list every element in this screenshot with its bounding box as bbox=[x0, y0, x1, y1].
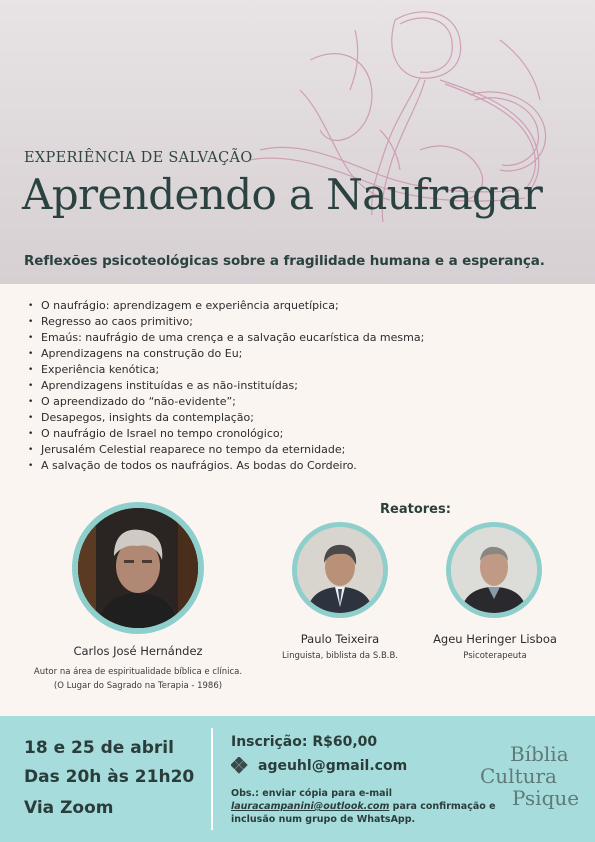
list-item: • O apreendizado do “não-evidente”; bbox=[28, 394, 568, 410]
diamond-icon bbox=[231, 757, 249, 775]
hero-banner bbox=[0, 0, 595, 284]
list-item: • Emaús: naufrágio de uma crença e a salvação eucarística da mesma; bbox=[28, 330, 568, 346]
event-place: Via Zoom bbox=[24, 798, 114, 818]
obs-prefix: Obs.: enviar cópia para e-mail bbox=[231, 788, 393, 799]
person-illustration bbox=[451, 527, 537, 613]
avatar-reactor-2 bbox=[446, 522, 542, 618]
avatar-main-speaker bbox=[72, 502, 204, 634]
topic-list bbox=[28, 298, 568, 474]
list-item: • Aprendizagens instituídas e as não-instituídas; bbox=[28, 378, 568, 394]
list-item: • Jerusalém Celestial reaparece no tempo da eternidade; bbox=[28, 442, 568, 458]
page-title: Aprendendo a Naufragar bbox=[22, 170, 543, 219]
main-speaker-book: (O Lugar do Sagrado na Terapia - 1986) bbox=[53, 681, 223, 691]
main-speaker-role: Autor na área de espiritualidade bíblica e clínica. bbox=[33, 667, 243, 677]
subtitle: Reflexões psicoteológicas sobre a fragilidade humana e a esperança. bbox=[24, 253, 545, 269]
registration-fee: Inscrição: R$60,00 bbox=[231, 734, 378, 750]
person-illustration bbox=[78, 508, 198, 628]
reactor-2-name: Ageu Heringer Lisboa bbox=[433, 632, 557, 646]
list-item: • O naufrágio de Israel no tempo cronológico; bbox=[28, 426, 568, 442]
list-item: • Desapegos, insights da contemplação; bbox=[28, 410, 568, 426]
event-dates: 18 e 25 de abril bbox=[24, 738, 174, 758]
logo-line-3: Psique bbox=[512, 786, 580, 810]
avatar-reactor-1 bbox=[292, 522, 388, 618]
portrait-photo bbox=[78, 508, 198, 628]
reactors-heading: Reatores: bbox=[380, 502, 451, 517]
reactor-2-role: Psicoterapeuta bbox=[463, 651, 527, 661]
sketch-illustration bbox=[0, 0, 595, 284]
list-item: • O naufrágio: aprendizagem e experiência arquetípica; bbox=[28, 298, 568, 314]
footer-divider bbox=[211, 728, 213, 830]
list-item: • Regresso ao caos primitivo; bbox=[28, 314, 568, 330]
main-speaker-name: Carlos José Hernández bbox=[73, 644, 203, 658]
reactor-1-name: Paulo Teixeira bbox=[300, 632, 380, 646]
list-item: • Experiência kenótica; bbox=[28, 362, 568, 378]
brand-logo bbox=[472, 743, 579, 809]
event-time: Das 20h às 21h20 bbox=[24, 767, 195, 787]
obs-email-link[interactable]: lauracampanini@outlook.com bbox=[231, 801, 390, 812]
portrait-photo bbox=[297, 527, 383, 613]
reactor-1-role: Linguista, biblista da S.B.B. bbox=[281, 651, 399, 661]
person-illustration bbox=[297, 527, 383, 613]
list-item: • Aprendizagens na construção do Eu; bbox=[28, 346, 568, 362]
kicker: EXPERIÊNCIA DE SALVAÇÃO bbox=[24, 150, 253, 166]
logo-line-1: Bíblia bbox=[510, 742, 569, 766]
email-link[interactable]: ageuhl@gmail.com bbox=[258, 758, 408, 774]
list-item: • A salvação de todos os naufrágios. As bodas do Cordeiro. bbox=[28, 458, 568, 474]
logo-line-2: Cultura bbox=[480, 764, 557, 788]
obs-suffix: para confirmação e inclusão num grupo de WhatsApp. bbox=[231, 801, 496, 825]
portrait-photo bbox=[451, 527, 537, 613]
email-contact bbox=[231, 757, 407, 775]
